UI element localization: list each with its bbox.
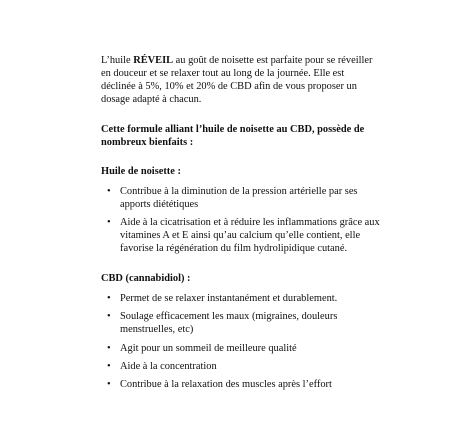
list-item: • Aide à la cicatrisation et à réduire les inflammations grâce aux vitamines A et E ainsi qu’au calcium qu’elle contient, elle favorise la régénération du film hydrolipidique cutané.	[107, 216, 381, 255]
intro-suffix: au goût de noisette est parfaite pour se réveiller en douceur et se relaxer tout au long de la journée. Elle est déclinée à 5%, 10% et 20% de CBD afin de vous proposer un dosage adapté à chacun.	[101, 55, 373, 106]
intro-paragraph	[101, 54, 381, 106]
list-item: • Permet de se relaxer instantanément et durablement.	[107, 292, 381, 305]
product-description	[101, 54, 381, 391]
list-item: • Agit pour un sommeil de meilleure qualité	[107, 342, 381, 355]
intro-prefix: L’huile	[101, 55, 134, 66]
list-item: • Soulage efficacement les maux (migraines, douleurs menstruelles, etc)	[107, 310, 381, 336]
list-item: • Aide à la concentration	[107, 360, 381, 373]
noisette-benefits-list	[101, 185, 381, 255]
product-name: RÉVEIL	[133, 55, 174, 66]
list-item: • Contribue à la relaxation des muscles après l’effort	[107, 378, 381, 391]
cbd-benefits-list	[101, 292, 381, 391]
noisette-heading: Huile de noisette :	[101, 165, 181, 177]
cbd-heading: CBD (cannabidiol) :	[101, 273, 191, 285]
list-item: • Contribue à la diminution de la pression artérielle par ses apports diététiques	[107, 185, 381, 211]
formula-heading: Cette formule alliant l’huile de noisette au CBD, possède de nombreux bienfaits :	[101, 124, 365, 149]
